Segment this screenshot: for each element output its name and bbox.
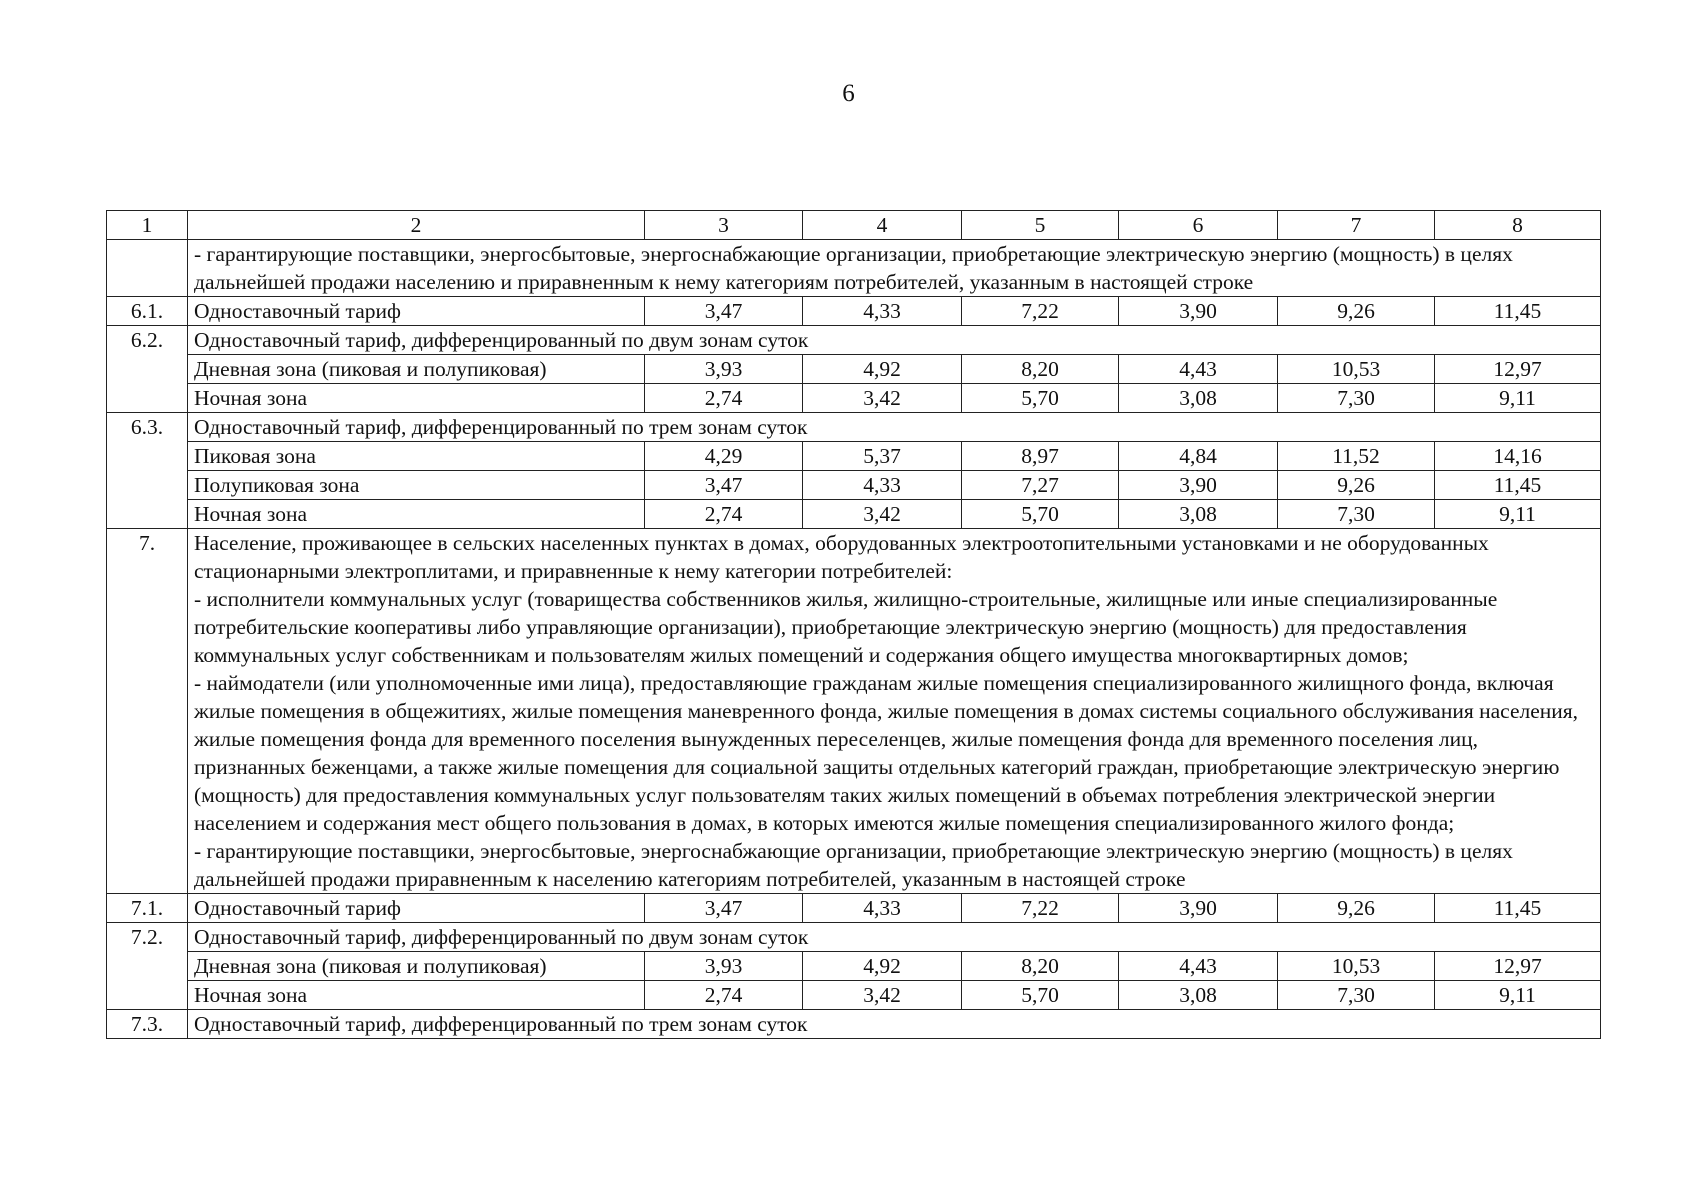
table-row <box>107 923 1601 952</box>
value-cell: 10,53 <box>1278 952 1435 981</box>
value-cell: 8,20 <box>962 952 1119 981</box>
value-cell: 12,97 <box>1435 952 1601 981</box>
value-cell: 11,45 <box>1435 297 1601 326</box>
value-cell: 9,11 <box>1435 981 1601 1010</box>
header-row <box>107 211 1601 240</box>
tariff-table <box>106 210 1601 1039</box>
table-row <box>107 952 1601 981</box>
value-cell: 3,90 <box>1119 297 1278 326</box>
row-label: Ночная зона <box>188 981 645 1010</box>
value-cell: 11,45 <box>1435 471 1601 500</box>
value-cell: 12,97 <box>1435 355 1601 384</box>
value-cell: 9,26 <box>1278 894 1435 923</box>
value-cell: 4,29 <box>645 442 803 471</box>
value-cell: 3,93 <box>645 355 803 384</box>
header-cell: 4 <box>803 211 962 240</box>
paragraph: - наймодатели (или уполномоченные ими лица), предоставляющие гражданам жилые помещения специализированного жилищного фонда, включая жилые помещения в общежитиях, жилые помещения маневренного фонда, жилые помещения в домах системы социального обслуживания населения, жилые помещения фонда для временного поселения вынужденных переселенцев, жилые помещения фонда для временного поселения лиц, признанных беженцами, а также жилые помещения для социальной защиты отдельных категорий граждан, приобретающие электрическую энергию (мощность) для предоставления коммунальных услуг пользователям таких жилых помещений в объемах потребления электрической энергии населением и содержания мест общего пользования в домах, в которых имеются жилые помещения специализированного жилого фонда; <box>194 671 1579 835</box>
table-row <box>107 1010 1601 1039</box>
value-cell: 4,33 <box>803 297 962 326</box>
section-7-text <box>188 529 1601 894</box>
row-number-cell: 7.2. <box>107 923 188 1010</box>
value-cell: 11,45 <box>1435 894 1601 923</box>
header-cell: 2 <box>188 211 645 240</box>
value-cell: 7,30 <box>1278 981 1435 1010</box>
value-cell: 4,33 <box>803 894 962 923</box>
value-cell: 4,33 <box>803 471 962 500</box>
row-label: Дневная зона (пиковая и полупиковая) <box>188 952 645 981</box>
row-label: Пиковая зона <box>188 442 645 471</box>
intro-row-6 <box>107 240 1601 297</box>
value-cell: 4,92 <box>803 952 962 981</box>
section-7-row <box>107 529 1601 894</box>
value-cell: 3,08 <box>1119 500 1278 529</box>
value-cell: 3,42 <box>803 384 962 413</box>
value-cell: 9,11 <box>1435 384 1601 413</box>
value-cell: 4,92 <box>803 355 962 384</box>
value-cell: 4,43 <box>1119 952 1278 981</box>
value-cell: 9,26 <box>1278 297 1435 326</box>
table-row <box>107 326 1601 355</box>
paragraph: - исполнители коммунальных услуг (товарищества собственников жилья, жилищно-строительные, жилищные или иные специализированные потребительские кооперативы либо управляющие организации), приобретающие электрическую энергию (мощность) для предоставления коммунальных услуг собственникам и пользователям жилых помещений и содержания общего имущества многоквартирных домов; <box>194 587 1498 667</box>
table-row <box>107 297 1601 326</box>
intro-text-6: - гарантирующие поставщики, энергосбытовые, энергоснабжающие организации, приобретающие электрическую энергию (мощность) в целях дальнейшей продажи населению и приравненным к нему категориям потребителей, указанным в настоящей строке <box>188 240 1601 297</box>
table-row <box>107 981 1601 1010</box>
paragraph: Население, проживающее в сельских населенных пунктах в домах, оборудованных электроотопительными установками и не оборудованных стационарными электроплитами, и приравненные к нему категории потребителей: <box>194 531 1489 583</box>
value-cell: 7,30 <box>1278 384 1435 413</box>
value-cell: 9,11 <box>1435 500 1601 529</box>
row-number-cell: 7. <box>107 529 188 894</box>
header-cell: 5 <box>962 211 1119 240</box>
row-label: Ночная зона <box>188 384 645 413</box>
row-number-cell: 6.1. <box>107 297 188 326</box>
row-number-cell: 7.1. <box>107 894 188 923</box>
header-cell: 7 <box>1278 211 1435 240</box>
value-cell: 3,08 <box>1119 981 1278 1010</box>
table-row <box>107 894 1601 923</box>
section-label: Одноставочный тариф, дифференцированный по двум зонам суток <box>188 923 1601 952</box>
section-label: Одноставочный тариф, дифференцированный по трем зонам суток <box>188 1010 1601 1039</box>
value-cell: 3,90 <box>1119 894 1278 923</box>
value-cell: 2,74 <box>645 981 803 1010</box>
header-cell: 3 <box>645 211 803 240</box>
value-cell: 7,22 <box>962 297 1119 326</box>
table-row <box>107 355 1601 384</box>
row-number-cell: 6.2. <box>107 326 188 413</box>
value-cell: 7,22 <box>962 894 1119 923</box>
value-cell: 3,08 <box>1119 384 1278 413</box>
value-cell: 2,74 <box>645 500 803 529</box>
value-cell: 3,42 <box>803 500 962 529</box>
value-cell: 7,27 <box>962 471 1119 500</box>
row-number-cell <box>107 240 188 297</box>
row-label: Ночная зона <box>188 500 645 529</box>
value-cell: 8,20 <box>962 355 1119 384</box>
paragraph: - гарантирующие поставщики, энергосбытовые, энергоснабжающие организации, приобретающие электрическую энергию (мощность) в целях дальнейшей продажи приравненным к населению категориям потребителей, указанным в настоящей строке <box>194 839 1513 891</box>
value-cell: 14,16 <box>1435 442 1601 471</box>
section-label: Одноставочный тариф, дифференцированный по трем зонам суток <box>188 413 1601 442</box>
row-label: Одноставочный тариф <box>188 297 645 326</box>
value-cell: 3,47 <box>645 297 803 326</box>
row-number-cell: 7.3. <box>107 1010 188 1039</box>
value-cell: 5,70 <box>962 384 1119 413</box>
value-cell: 5,70 <box>962 500 1119 529</box>
value-cell: 2,74 <box>645 384 803 413</box>
row-label: Полупиковая зона <box>188 471 645 500</box>
table-row <box>107 384 1601 413</box>
value-cell: 3,93 <box>645 952 803 981</box>
row-label: Дневная зона (пиковая и полупиковая) <box>188 355 645 384</box>
value-cell: 9,26 <box>1278 471 1435 500</box>
value-cell: 7,30 <box>1278 500 1435 529</box>
value-cell: 5,37 <box>803 442 962 471</box>
value-cell: 3,47 <box>645 471 803 500</box>
value-cell: 3,47 <box>645 894 803 923</box>
header-cell: 6 <box>1119 211 1278 240</box>
table-row <box>107 500 1601 529</box>
header-cell: 1 <box>107 211 188 240</box>
table-row <box>107 413 1601 442</box>
value-cell: 3,42 <box>803 981 962 1010</box>
section-label: Одноставочный тариф, дифференцированный по двум зонам суток <box>188 326 1601 355</box>
value-cell: 5,70 <box>962 981 1119 1010</box>
value-cell: 11,52 <box>1278 442 1435 471</box>
header-cell: 8 <box>1435 211 1601 240</box>
value-cell: 4,84 <box>1119 442 1278 471</box>
row-number-cell: 6.3. <box>107 413 188 529</box>
value-cell: 4,43 <box>1119 355 1278 384</box>
page-number: 6 <box>842 80 855 107</box>
table-row <box>107 471 1601 500</box>
value-cell: 3,90 <box>1119 471 1278 500</box>
row-label: Одноставочный тариф <box>188 894 645 923</box>
table-row <box>107 442 1601 471</box>
value-cell: 8,97 <box>962 442 1119 471</box>
value-cell: 10,53 <box>1278 355 1435 384</box>
